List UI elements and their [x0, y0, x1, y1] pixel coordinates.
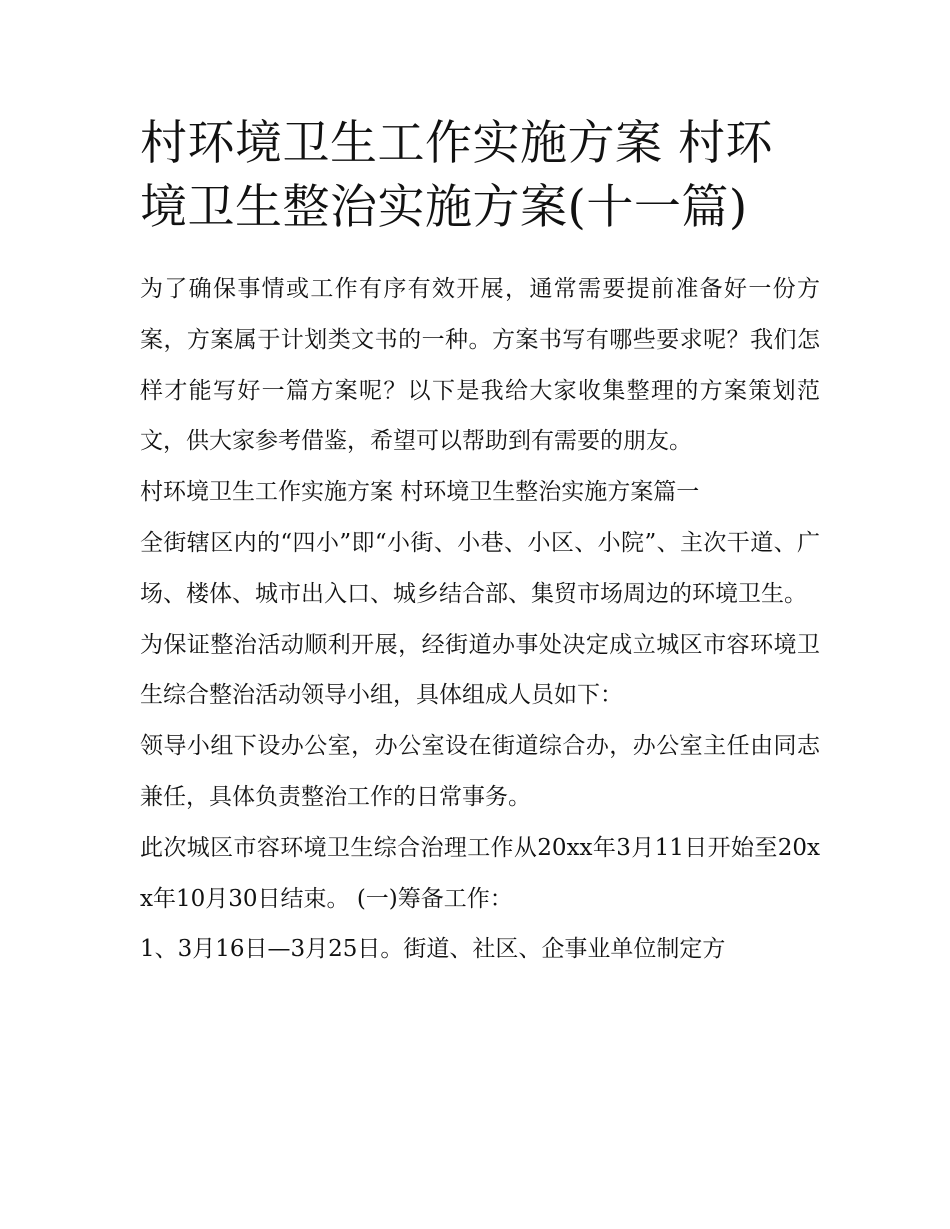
paragraph-leadership: 为保证整治活动顺利开展，经街道办事处决定成立城区市容环境卫生综合整治活动领导小组，具体组成人员如下： — [140, 631, 820, 709]
paragraph-scope: 全街辖区内的“四小”即“小街、小巷、小区、小院”、主次干道、广场、楼体、城市出入口、城乡结合部、集贸市场周边的环境卫生。 — [140, 529, 820, 607]
section-heading: 村环境卫生工作实施方案 村环境卫生整治实施方案篇一 — [140, 479, 700, 506]
paragraph-office: 领导小组下设办公室，办公室设在街道综合办，办公室主任由同志兼任，具体负责整治工作的日常事务。 — [140, 733, 820, 810]
paragraph-schedule: 此次城区市容环境卫生综合治理工作从20xx年3月11日开始至20xx年10月30日结束。 (一)筹备工作： — [140, 834, 820, 912]
document-title: 村环境卫生工作实施方案 村环境卫生整治实施方案(十一篇) — [140, 116, 773, 235]
paragraph-step-1: 1、3月16日—3月25日。街道、社区、企事业单位制定方 — [140, 936, 726, 963]
document-body — [140, 112, 820, 975]
paragraph-intro: 为了确保事情或工作有序有效开展，通常需要提前准备好一份方案，方案属于计划类文书的一种。方案书写有哪些要求呢？我们怎样才能写好一篇方案呢？以下是我给大家收集整理的方案策划范文，供大家参考借鉴，希望可以帮助到有需要的朋友。 — [140, 276, 820, 455]
